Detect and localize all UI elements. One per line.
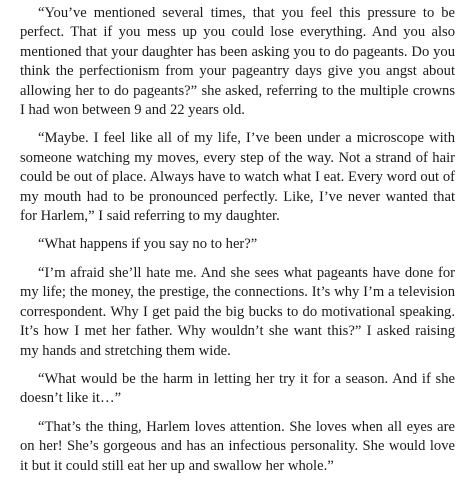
- paragraph-5: “What would be the harm in letting her try it for a season. And if she doesn’t like it…”: [20, 370, 455, 407]
- paragraph-3: “What happens if you say no to her?”: [38, 236, 258, 253]
- paragraph-2: “Maybe. I feel like all of my life, I’ve been under a microscope with someone watching my moves, every step of the way. Not a strand of hair could be out of place. Always have to watch what I eat. Every word out of my mouth had to be pronounced perfectly. Like, I’ve never wanted that for Harlem,” I said referring to my daughter.: [20, 130, 455, 225]
- paragraph-6: “That’s the thing, Harlem loves attention. She loves when all eyes are on her! She’s gorgeous and has an infectious personality. She would love it but it could still eat her up and swallow her whole.”: [20, 418, 455, 474]
- paragraph-4: “I’m afraid she’ll hate me. And she sees what pageants have done for my life; the money, the prestige, the connections. It’s why I’m a television correspondent. Why I get paid the big bucks to do motivational speaking. It’s how I met her father. Why wouldn’t she want this?” I asked raising my hands and stretching them wide.: [20, 264, 455, 359]
- paragraph-1: “You’ve mentioned several times, that you feel this pressure to be perfect. That if you mess up you could lose everything. And you also mentioned that your daughter has been asking you to do pageants. Do you think the perfectionism from your pageantry days give you angst about allowing her to do pageants?” she asked, referring to the multiple crowns I had won between 9 and 22 years old.: [20, 5, 455, 119]
